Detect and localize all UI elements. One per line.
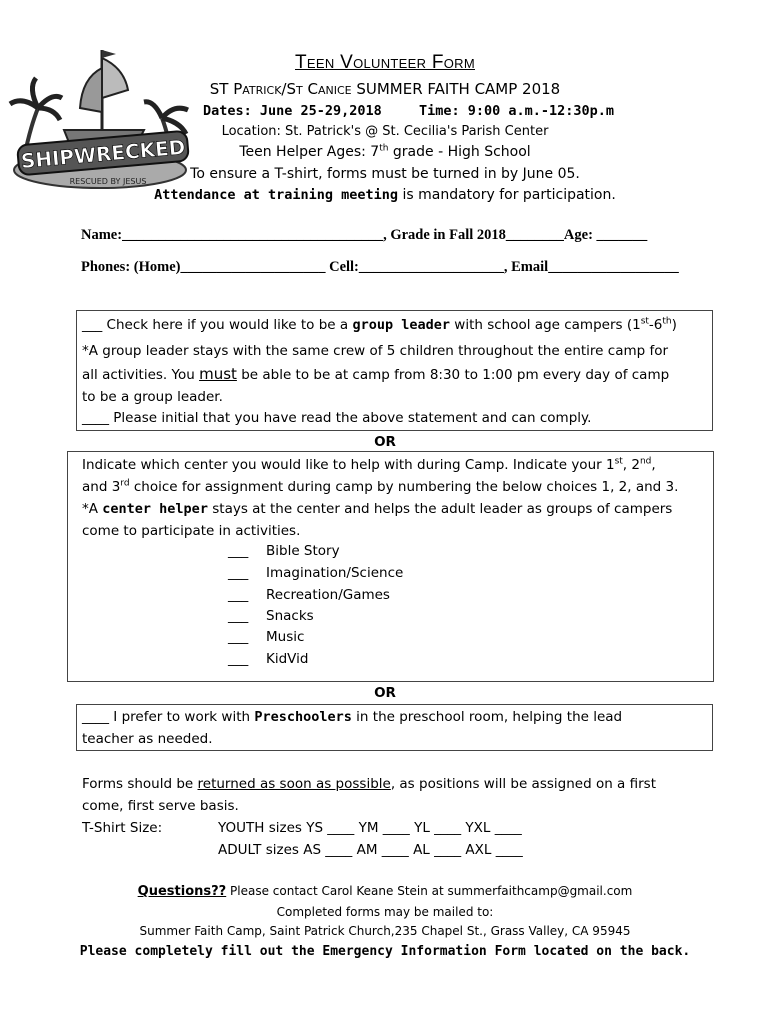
- group-leader-desc-1: *A group leader stays with the same crew of 5 children throughout the entire camp for: [82, 343, 669, 359]
- center-choice-snacks[interactable]: ___ Snacks: [228, 608, 314, 624]
- or-divider-1: OR: [374, 434, 396, 450]
- center-choice-kidvid[interactable]: ___ KidVid: [228, 651, 309, 667]
- group-leader-desc-2: all activities. You must be able to be at camp from 8:30 to 1:00 pm every day of camp: [82, 365, 670, 383]
- youth-sizes-line[interactable]: YOUTH sizes YS ____ YM ____ YL ____ YXL ____: [218, 820, 522, 836]
- center-instructions-1: Indicate which center you would like to help with during Camp. Indicate your 1st, 2nd,: [82, 456, 656, 473]
- helper-ages: Teen Helper Ages: 7th grade - High School: [239, 143, 531, 160]
- logo-sub-text: RESCUED BY JESUS: [69, 177, 147, 186]
- camp-time: Time: 9:00 a.m.-12:30p.m: [419, 103, 615, 119]
- logo-main-text: SHIPWRECKED: [19, 134, 187, 174]
- form-title: Teen Volunteer Form: [295, 52, 475, 73]
- center-instructions-4: come to participate in activities.: [82, 523, 301, 539]
- preschool-preference-line-2: teacher as needed.: [82, 731, 213, 747]
- forms-return-note-2: come, first serve basis.: [82, 798, 239, 814]
- phones-email-field[interactable]: Phones: (Home)____________________ Cell:____________________, Email__________________: [81, 259, 679, 275]
- forms-return-note: Forms should be returned as soon as possible, as positions will be assigned on a first: [82, 776, 656, 792]
- camp-subtitle: ST Patrick/St Canice SUMMER FAITH CAMP 2018: [209, 80, 561, 98]
- center-instructions-3: *A center helper stays at the center and helps the adult leader as groups of campers: [82, 501, 673, 517]
- name-grade-age-field[interactable]: Name:____________________________________, Grade in Fall 2018________Age: _______: [81, 227, 648, 243]
- mailing-note: Completed forms may be mailed to:: [276, 905, 494, 919]
- center-choice-recreation-games[interactable]: ___ Recreation/Games: [228, 587, 390, 603]
- camp-location: Location: St. Patrick's @ St. Cecilia's Parish Center: [221, 124, 549, 139]
- group-leader-initial-line[interactable]: ____ Please initial that you have read the above statement and can comply.: [82, 410, 592, 426]
- group-leader-desc-3: to be a group leader.: [82, 389, 223, 405]
- center-choice-imagination-science[interactable]: ___ Imagination/Science: [228, 565, 404, 581]
- emergency-form-note: Please completely fill out the Emergency Information Form located on the back.: [79, 944, 691, 959]
- preschool-preference-line[interactable]: ____ I prefer to work with Preschoolers in the preschool room, helping the lead: [82, 709, 623, 725]
- tshirt-deadline-note: To ensure a T-shirt, forms must be turned in by June 05.: [190, 166, 580, 182]
- center-choice-bible-story[interactable]: ___ Bible Story: [228, 543, 340, 559]
- adult-sizes-line[interactable]: ADULT sizes AS ____ AM ____ AL ____ AXL ____: [218, 842, 523, 858]
- camp-dates: Dates: June 25-29,2018: [203, 103, 382, 119]
- tshirt-size-label: T-Shirt Size:: [82, 820, 163, 836]
- attendance-note: Attendance at training meeting is mandatory for participation.: [154, 187, 616, 203]
- group-leader-checkbox-line[interactable]: ___ Check here if you would like to be a group leader with school age campers (1st-6th): [82, 316, 677, 333]
- center-instructions-2: and 3rd choice for assignment during camp by numbering the below choices 1, 2, and 3.: [82, 478, 679, 495]
- mailing-address: Summer Faith Camp, Saint Patrick Church,235 Chapel St., Grass Valley, CA 95945: [139, 924, 631, 938]
- center-choice-music[interactable]: ___ Music: [228, 629, 305, 645]
- or-divider-2: OR: [374, 685, 396, 701]
- questions-contact: Questions?? Please contact Carol Keane Stein at summerfaithcamp@gmail.com: [137, 884, 633, 899]
